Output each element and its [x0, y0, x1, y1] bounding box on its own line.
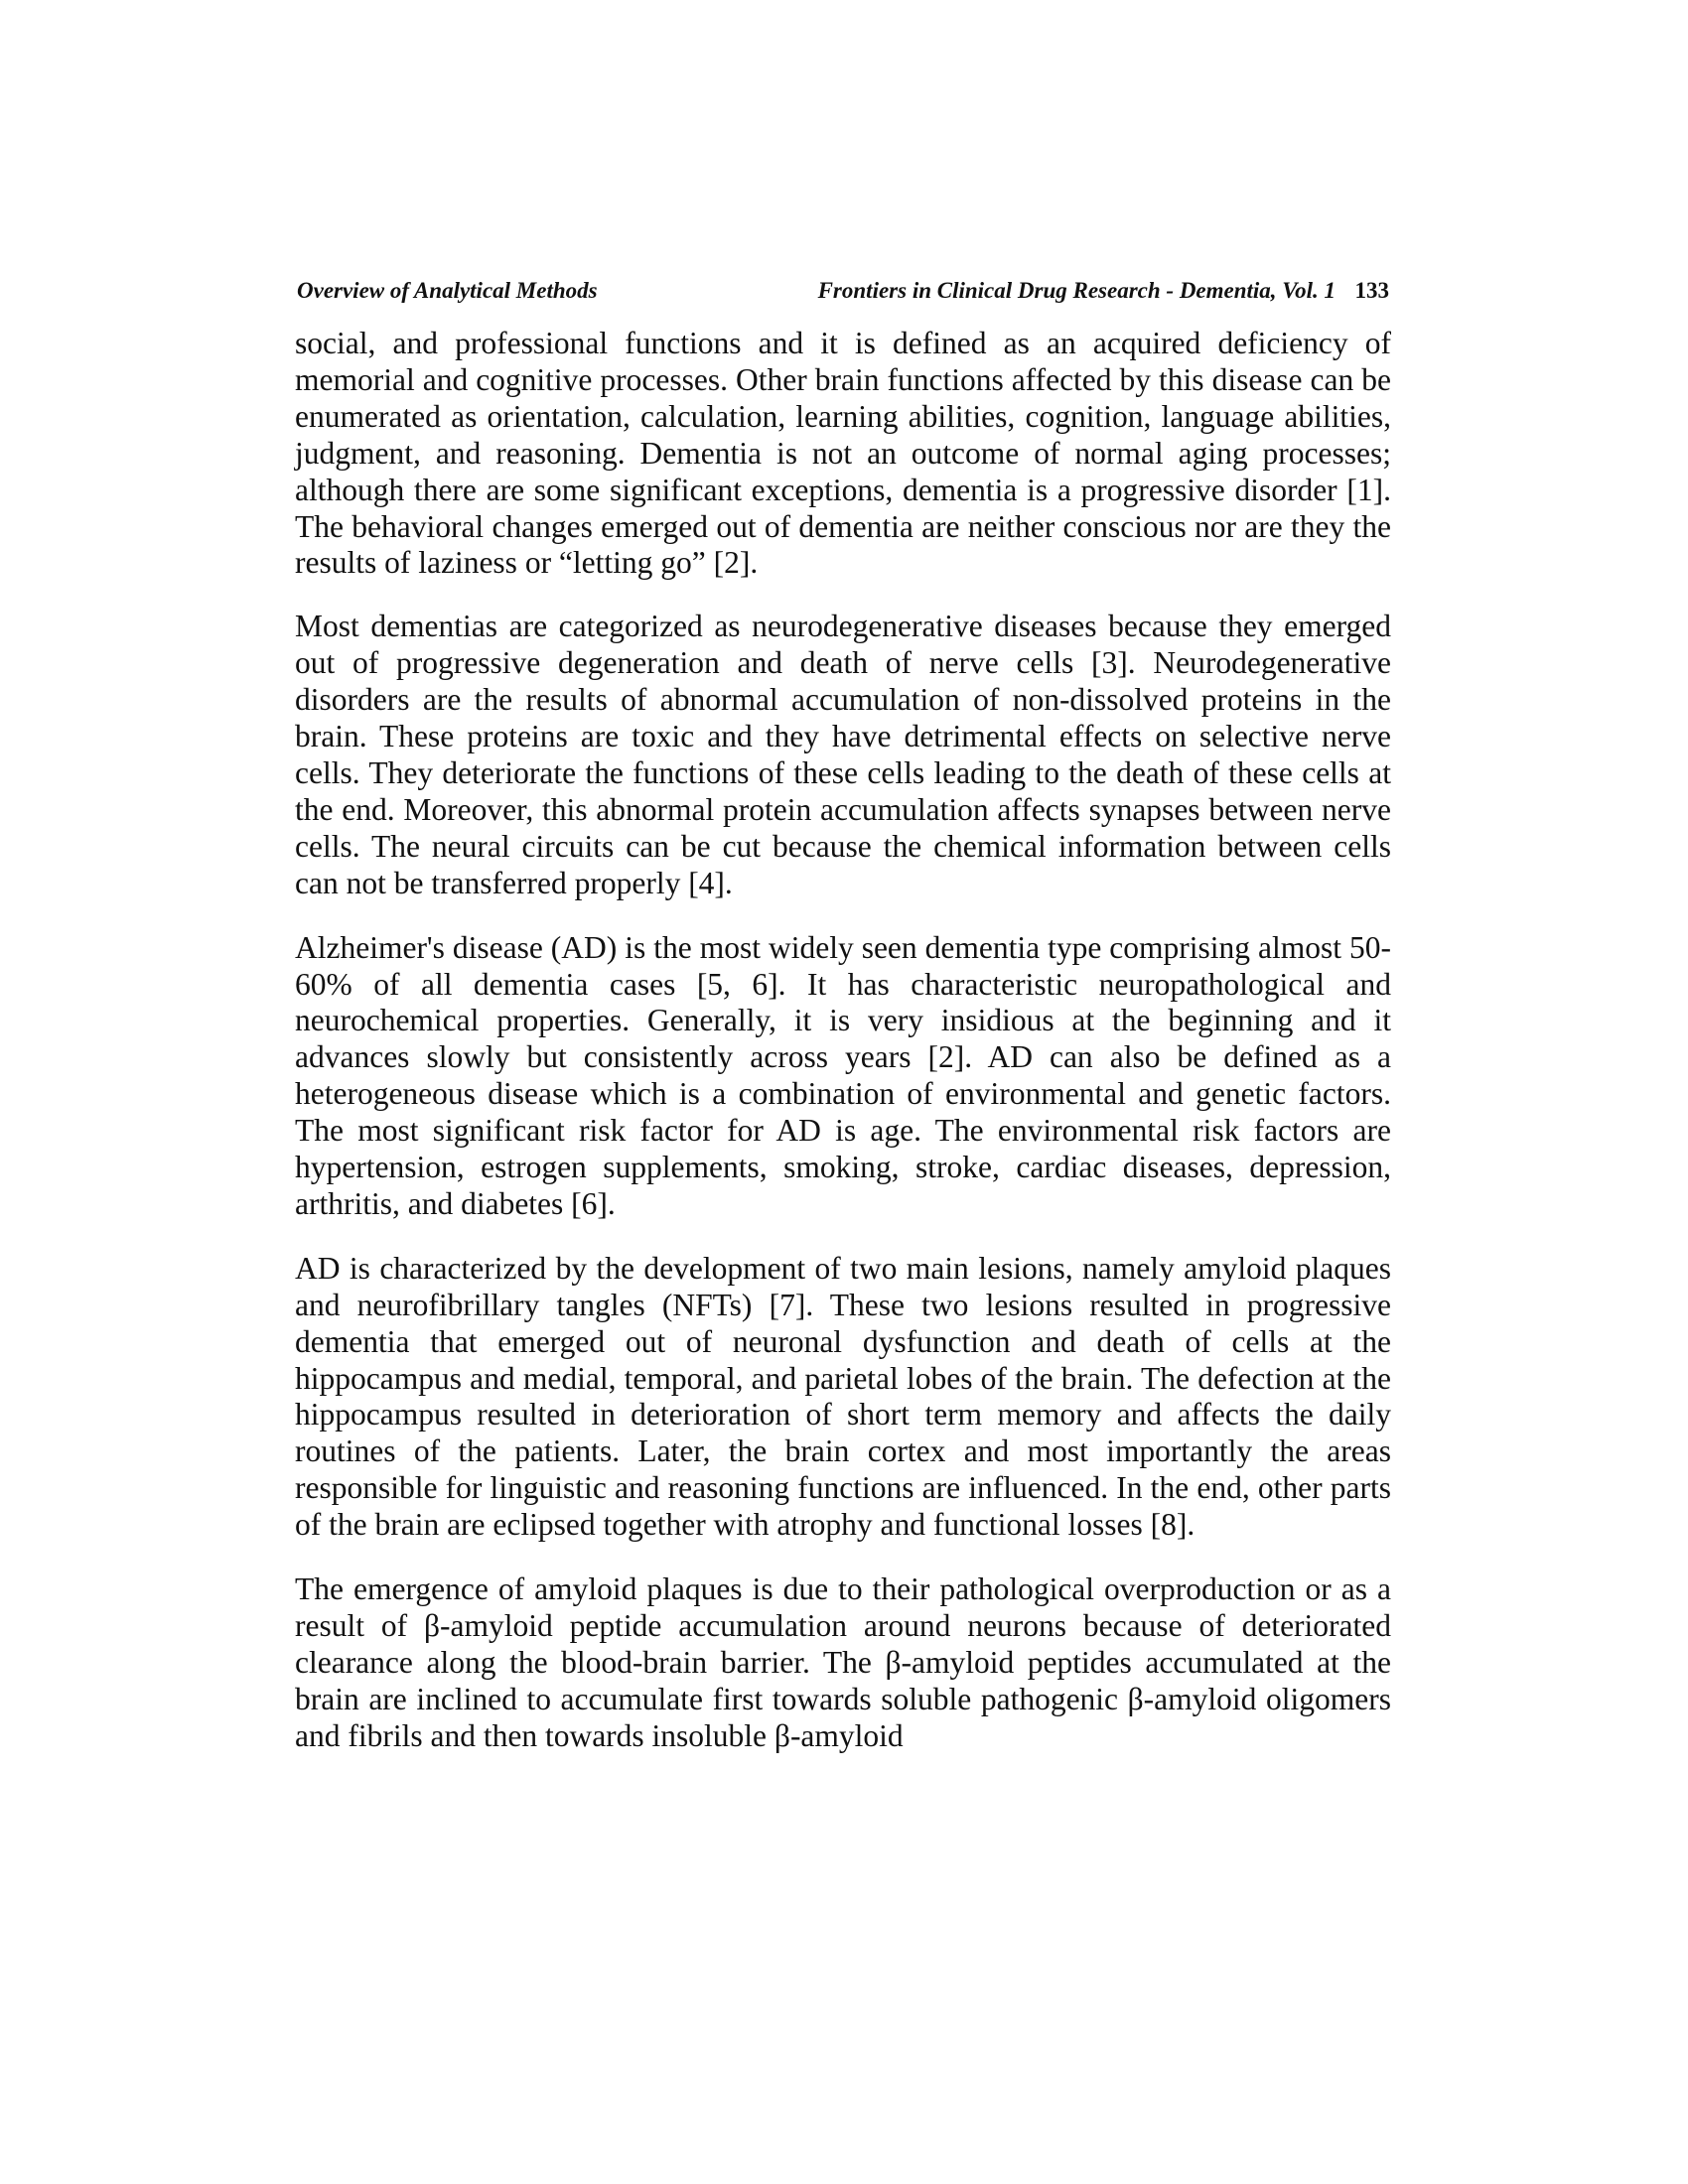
body-text: [295, 326, 1391, 1783]
paragraph-dementia-definition: social, and professional functions and it is defined as an acquired deficiency of memorial and cognitive processes. Other brain functions affected by this disease can be enumerated as orientation, calculation, learning abilities, cognition, language abilities, judgment, and reasoning. Dementia is not an outcome of normal aging processes; although there are some significant exceptions, dementia is a progressive disorder [1]. The behavioral changes emerged out of dementia are neither conscious nor are they the results of laziness or “letting go” [2].: [295, 326, 1391, 581]
header-book-title: Frontiers in Clinical Drug Research - Dementia, Vol. 1: [817, 278, 1336, 303]
header-section-title: Overview of Analytical Methods: [297, 278, 598, 303]
running-header: [295, 274, 1391, 308]
paragraph-alzheimers-overview: Alzheimer's disease (AD) is the most widely seen dementia type comprising almost 50-60% of all dementia cases [5, 6]. It has characteristic neuropathological and neurochemical properties. Generally, it is very insidious at the beginning and it advances slowly but consistently across years [2]. AD can also be defined as a heterogeneous disease which is a combination of environmental and genetic factors. The most significant risk factor for AD is age. The environmental risk factors are hypertension, estrogen supplements, smoking, stroke, cardiac diseases, depression, arthritis, and diabetes [6].: [295, 929, 1391, 1221]
paragraph-neurodegenerative: Most dementias are categorized as neurodegenerative diseases because they emerged out of progressive degeneration and death of nerve cells [3]. Neurodegenerative disorders are the results of abnormal accumulation of non-dissolved proteins in the brain. These proteins are toxic and they have detrimental effects on selective nerve cells. They deteriorate the functions of these cells leading to the death of these cells at the end. Moreover, this abnormal protein accumulation affects synapses between nerve cells. The neural circuits can be cut because the chemical information between cells can not be transferred properly [4].: [295, 609, 1391, 900]
paragraph-amyloid-plaques: The emergence of amyloid plaques is due to their pathological overproduction or as a result of β-amyloid peptide accumulation around neurons because of deteriorated clearance along the blood-brain barrier. The β-amyloid peptides accumulated at the brain are inclined to accumulate first towards soluble pathogenic β-amyloid oligomers and fibrils and then towards insoluble β-amyloid: [295, 1571, 1391, 1753]
page-number: 133: [1354, 278, 1389, 303]
paragraph-ad-lesions: AD is characterized by the development of two main lesions, namely amyloid plaques and neurofibrillary tangles (NFTs) [7]. These two lesions resulted in progressive dementia that emerged out of neuronal dysfunction and death of cells at the hippocampus and medial, temporal, and parietal lobes of the brain. The defection at the hippocampus resulted in deterioration of short term memory and affects the daily routines of the patients. Later, the brain cortex and most importantly the areas responsible for linguistic and reasoning functions are influenced. In the end, other parts of the brain are eclipsed together with atrophy and functional losses [8].: [295, 1250, 1391, 1543]
